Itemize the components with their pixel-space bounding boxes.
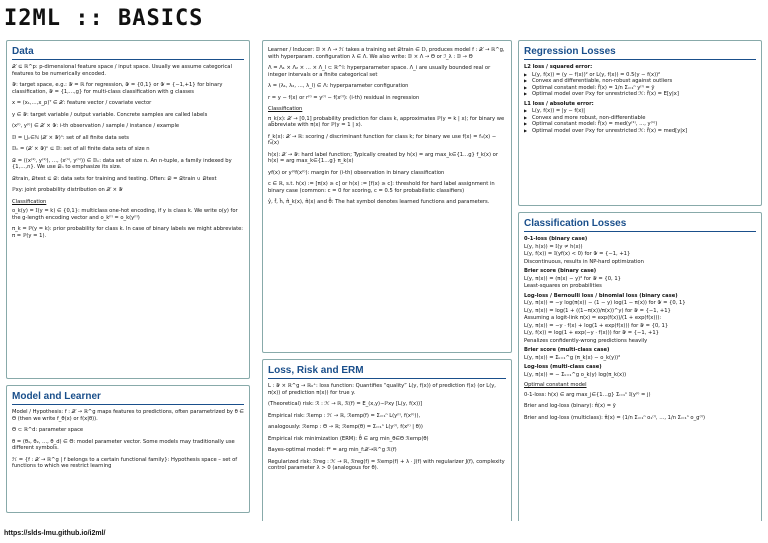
footer-url[interactable]: https://slds-lmu.github.io/i2ml/ [4, 530, 106, 537]
loss-block-line: Least-squares on probabilities [524, 283, 602, 289]
classification-loss-box [518, 212, 762, 521]
model-box [6, 385, 250, 513]
definition-item: Bayes-optimal model: f* = arg min_f:𝒳→ℝ^g ℛ(f) [268, 447, 397, 453]
bullet-item: ▶ Optimal model over ℙxy for unrestricted ℋ: f̂(x) = E[y|x] [524, 91, 756, 98]
definition-item: Empirical risk minimization (ERM): θ̂ ∈ arg min_θ∈Θ ℛemp(θ) [268, 435, 429, 442]
loss-block-heading: Brier score (binary case) [524, 268, 597, 274]
loss-block-heading: Log-loss (multi-class case) [524, 364, 602, 370]
definition-item: r = y − f(x) or r⁽ⁱ⁾ = y⁽ⁱ⁾ − f(x⁽ⁱ⁾): (i-th) residual in regression [268, 94, 420, 101]
regression-box-title: Regression Losses [524, 44, 756, 60]
definition-item: θ = (θ₁, θ₂, …, θ_d) ∈ Θ: model parameter vector. Some models may traditionally use different symbols. [12, 438, 235, 451]
data-classification-heading: Classification [12, 198, 47, 205]
definition-item: Λ = Λ₁ × Λ₂ × … × Λ_l ⊂ ℝ^l: hyperparameter space. Λ_i are usually bounded real or integer intervals or a finite categorical set [268, 65, 491, 78]
bullet-item: ▶ Optimal constant model: f̂(x) = 1/n Σᵢ₌₁ⁿ y⁽ⁱ⁾ = ȳ [524, 85, 756, 92]
definition-item: (x⁽ⁱ⁾, y⁽ⁱ⁾) ∈ 𝒳 × 𝒴: i-th observation / sample / instance / example [12, 123, 180, 129]
definition-item: y ∈ 𝒴: target variable / output variable. Concrete samples are called labels [12, 111, 208, 118]
loss-block-line: L(y, f(x)) = log(1 + exp(−y · f(x))) for 𝒴 = {−1, +1} [524, 330, 659, 336]
bullet-item: ▶ Optimal model over ℙxy for unrestricted ℋ: f̂(x) = med[y|x] [524, 128, 756, 135]
l1-heading: L1 loss / absolute error: [524, 100, 594, 107]
loss-block-line: L(y, h(x)) = 𝕀(y ≠ h(x)) [524, 243, 583, 250]
data-box-title: Data [12, 44, 244, 60]
loss-block-line: Discontinuous, results in NP-hard optimization [524, 258, 644, 265]
definition-item: Model / Hypothesis: f : 𝒳 → ℝ^g maps features to predictions, often parametrized by θ ∈ Θ (then we write f_θ(x) or f(x|θ)). [12, 409, 244, 422]
page-title: I2ML :: BASICS [4, 6, 204, 31]
l2-heading: L2 loss / squared error: [524, 64, 593, 70]
definition-item: Learner / Inducer: 𝔻 × Λ → ℋ takes a training set 𝒟train ∈ 𝔻, produces model f : 𝒳 → ℝ^g, with hyperparam. configuration λ ∈ Λ. We also write: 𝔻 × Λ → Θ or ℐ_λ : 𝔻 → Θ [268, 47, 505, 60]
column-right [518, 40, 762, 521]
learner-classification-heading: Classification [268, 106, 303, 112]
definition-item: x = (x₁,…,x_p)ᵀ ∈ 𝒳: feature vector / covariate vector [12, 100, 152, 106]
definition-item: ℙxy: joint probability distribution on 𝒳 × 𝒴 [12, 187, 123, 193]
loss-box [262, 359, 512, 521]
definition-item: λ = (λ₁, λ₂, …, λ_l) ∈ Λ: hyperparameter configuration [268, 83, 409, 89]
column-left [6, 40, 250, 521]
loss-block-heading: 0-1-loss (binary case) [524, 236, 588, 242]
definition-item: yf(x) or y⁽ⁱ⁾f(x⁽ⁱ⁾): margin for (i-th) observation in binary classification [268, 169, 445, 176]
loss-block-line: Assuming a logit-link π(x) = exp(f(x))/(1 + exp(f(x))): [524, 315, 662, 321]
definition-item: o_k(y) = 𝕀(y = k) ∈ {0,1}: multiclass one-hot encoding, if y is class k. We write o(y) for the g-length encoding vector and o_k⁽ⁱ⁾ = o_k(y⁽ⁱ⁾) [12, 208, 238, 221]
loss-block-line: L(y, π(x)) = − Σₖ₌₁^g o_k(y) log(π_k(x)) [524, 371, 627, 378]
loss-block-heading: Brier score (multi-class case) [524, 347, 610, 353]
bullet-item: ▶ L(y, f(x)) = |y − f(x)| [524, 108, 756, 115]
optimal-constant-heading: Optimal constant model [524, 382, 587, 388]
definition-item: ℋ = {f : 𝒳 → ℝ^g | f belongs to a certain functional family}: Hypothesis space – set of functions to which we restrict learning [12, 456, 238, 469]
definition-item: f_k(x): 𝒳 → ℝ: scoring / discriminant function for class k; for binary we use f(x) = f₁(x) − f₀(x) [268, 133, 497, 146]
regression-box [518, 40, 762, 206]
definition-item: L : 𝒴 × ℝ^g → ℝ₀⁺: loss function: Quantifies “quality” L(y, f(x)) of prediction f(x) (or L(y, π(x)) of prediction π(x)) for true y. [268, 383, 496, 396]
learner-box [262, 40, 512, 353]
definition-item: 𝒟train, 𝒟test ⊆ 𝒟: data sets for training and testing. Often: 𝒟 = 𝒟train ∪ 𝒟test [12, 175, 217, 182]
bullet-item: ▶ L(y, f(x)) = (y − f(x))² or L(y, f(x)) = 0.5(y − f(x))² [524, 72, 756, 79]
definition-item: c ∈ ℝ, s.t. h(x) := [π(x) ≥ c] or h(x) := [f(x) ≥ c]: threshold for hard label assignment in binary case (common: c = 0 for scoring, c = 0.5 for probabilistic classifiers) [268, 181, 495, 194]
optimal-line: 0-1-loss: h(x) ∈ arg max_j∈{1…g} Σᵢ₌₁ⁿ 𝕀(y⁽ⁱ⁾ = j) [524, 391, 651, 398]
loss-block-line: L(y, π(x)) = −y log(π(x)) − (1 − y) log(1 − π(x)) for 𝒴 = {0, 1} [524, 300, 686, 306]
model-box-title: Model and Learner [12, 389, 244, 405]
column-middle [262, 40, 512, 521]
definition-item: Regularized risk: ℛreg : ℋ → ℝ, ℛreg(f) = ℛemp(f) + λ · J(f) with regularizer J(f), complexity control parameter λ > 0 (analogous for θ). [268, 458, 505, 471]
definition-item: π_k = ℙ(y = k): prior probability for class k. In case of binary labels we might abbreviate: π = ℙ(y = 1). [12, 226, 244, 239]
definition-item: ŷ, f̂, ĥ, π̂_k(x), π̂(x) and θ̂: The hat symbol denotes learned functions and parameters. [268, 199, 490, 205]
definition-item: 𝔻 = ⋃ₙ∈ℕ (𝒳 × 𝒴)ⁿ: set of all finite data sets [12, 134, 129, 141]
definition-item: Empirical risk: ℛemp : ℋ → ℝ, ℛemp(f) = Σᵢ₌₁ⁿ L(y⁽ⁱ⁾, f(x⁽ⁱ⁾)), [268, 412, 421, 419]
definition-item: π_k(x): 𝒳 → [0,1] probability prediction for class k, approximates ℙ(y = k | x); for binary we abbreviate with π(x) for ℙ(y = 1 | x). [268, 115, 505, 128]
definition-item: (Theoretical) risk: ℛ : ℋ → ℝ, ℛ(f) = E_(x,y)∼ℙxy [L(y, f(x))] [268, 401, 423, 407]
loss-block-line: L(y, π(x)) = log(1 + ((1−π(x))/π(x))^y) for 𝒴 = {−1, +1} [524, 307, 671, 314]
bullet-item: ▶ Convex and more robust, non-differentiable [524, 115, 756, 122]
loss-block-line: Penalizes confidently-wrong predictions heavily [524, 337, 648, 344]
definition-item: Θ ⊂ ℝ^d: parameter space [12, 427, 84, 433]
classification-loss-box-title: Classification Losses [524, 216, 756, 232]
loss-block-line: L(y, f(x)) = 𝕀(yf(x) < 0) for 𝒴 = {−1, +1} [524, 251, 631, 257]
definition-item: 𝒴: target space, e.g.: 𝒴 = ℝ for regression, 𝒴 = {0,1} or 𝒴 = {−1,+1} for binary classification, 𝒴 = {1,…,g} for multi-class classification with g classes [12, 82, 223, 95]
loss-block-line: L(y, π(x)) = (π(x) − y)² for 𝒴 = {0, 1} [524, 275, 621, 282]
loss-block-line: L(y, π(x)) = −y · f(x) + log(1 + exp(f(x))) for 𝒴 = {0, 1} [524, 322, 669, 329]
definition-item: 𝒳 ⊆ ℝ^p: p-dimensional feature space / input space. Usually we assume categorical features to be numerically encoded. [12, 64, 232, 77]
loss-block-heading: Log-loss / Bernoulli loss / binomial loss (binary case) [524, 292, 678, 299]
bullet-item: ▶ Convex and differentiable, non-robust against outliers [524, 78, 756, 85]
loss-box-title: Loss, Risk and ERM [268, 363, 506, 379]
optimal-line: Brier and log-loss (binary): π̂(x) = ȳ [524, 403, 616, 409]
bullet-item: ▶ Optimal constant model: f̂(x) = med(y⁽¹⁾, …, y⁽ⁿ⁾) [524, 121, 756, 128]
definition-item: 𝒟 = ((x⁽¹⁾, y⁽¹⁾), …, (x⁽ⁿ⁾, y⁽ⁿ⁾)) ∈ 𝔻ₙ: data set of size n. An n-tuple, a family indexed by {1,…,n}. We use 𝒟ₙ to emphasize its size. [12, 157, 232, 170]
loss-block-line: L(y, π(x)) = Σₖ₌₁^g (π_k(x) − o_k(y))² [524, 354, 621, 361]
definition-item: 𝔻ₙ = (𝒳 × 𝒴)ⁿ ⊆ 𝔻: set of all finite data sets of size n [12, 146, 150, 152]
definition-item: analogously: ℛemp : Θ → ℝ; ℛemp(θ) = Σᵢ₌₁ⁿ L(y⁽ⁱ⁾, f(x⁽ⁱ⁾ | θ)) [268, 424, 423, 430]
definition-item: h(x): 𝒳 → 𝒴: hard label function; Typically created by h(x) = arg max_k∈{1…g} f_k(x) or h(x) = arg max_k∈{1…g} π_k(x) [268, 151, 498, 164]
optimal-line: Brier and log-loss (multiclass): π̂(x) = (1/n Σᵢ₌₁ⁿ o₁⁽ⁱ⁾, …, 1/n Σᵢ₌₁ⁿ o_g⁽ⁱ⁾) [524, 414, 705, 421]
data-box [6, 40, 250, 379]
